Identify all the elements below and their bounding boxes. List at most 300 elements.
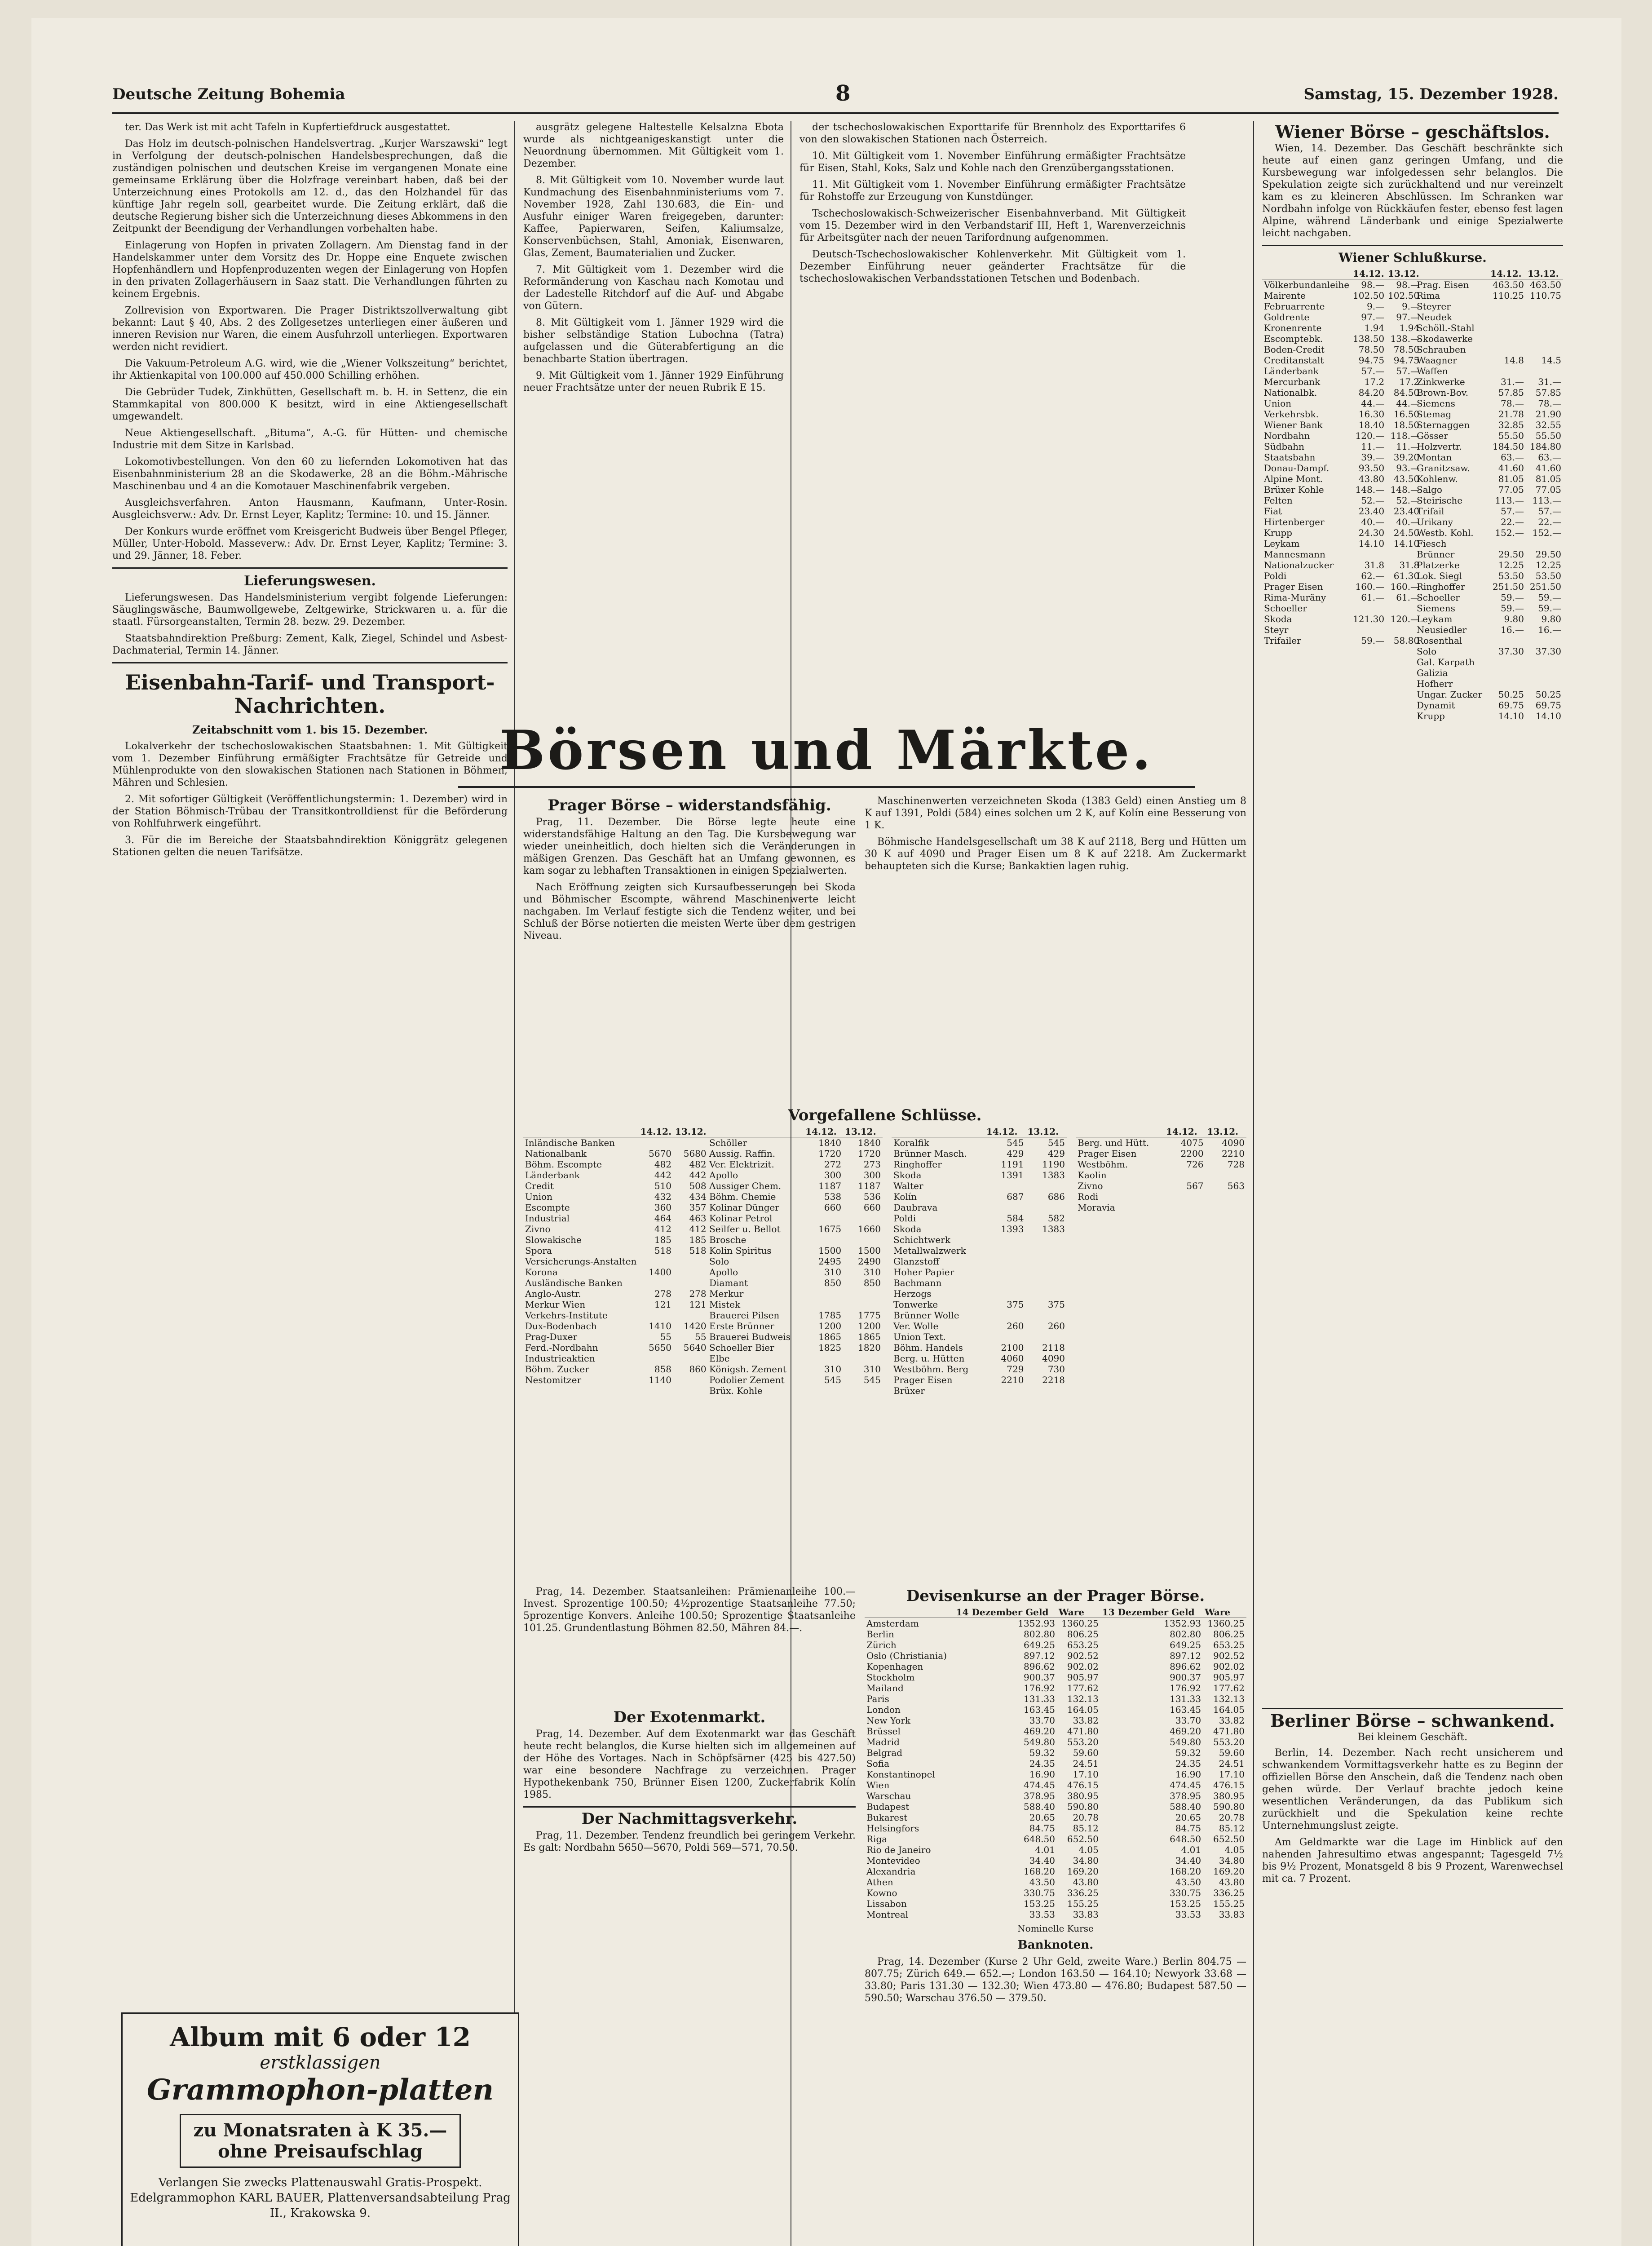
- quote-row: [892, 1148, 1067, 1159]
- row-value: 330.75: [1024, 1888, 1055, 1898]
- column-rule: [1253, 121, 1254, 2246]
- article-paragraph: 8. Mit Gültigkeit vom 10. November wurde laut Kundmachung des Eisenbahnministeriums vom 7. November 1928, Zahl 130.683, die Ein- und Ausfuhr einiger Waren freigegeben, darunter: Kaffee, Papierwaren, Seifen, Kaliumsalze, Konservenbüchsen, Stahl, Amoniak, Eisenwaren, Glas, Zement, Baumaterialien und Zucker.: [523, 175, 784, 259]
- row-label: Walter: [893, 1180, 923, 1191]
- row-value: 590.80: [1067, 1801, 1099, 1812]
- quote-row: [1415, 517, 1563, 527]
- row-value: 652.50: [1213, 1834, 1245, 1844]
- quote-row: [1262, 312, 1421, 323]
- row-label: Kolinar Dünger: [709, 1202, 779, 1213]
- row-value: [1025, 1385, 1067, 1396]
- row-value: 590.80: [1213, 1801, 1245, 1812]
- row-value: [1526, 366, 1563, 376]
- row-value: 78.50: [1393, 344, 1420, 355]
- row-label: Ferd.-Nordbahn: [525, 1342, 598, 1353]
- row-value: 77.05: [1535, 484, 1561, 495]
- row-value: [843, 1288, 883, 1299]
- row-label: Alexandria: [866, 1866, 916, 1877]
- row-value: 378.95: [1024, 1791, 1055, 1801]
- row-value: 20.78: [1219, 1812, 1245, 1823]
- row-value: 34.40: [1175, 1855, 1201, 1866]
- quote-row: [707, 1375, 883, 1385]
- row-value: 177.62: [1067, 1683, 1099, 1693]
- row-value: 1140: [649, 1375, 672, 1385]
- row-label: Paris: [866, 1693, 889, 1704]
- row-value: 24.50: [1393, 527, 1420, 538]
- row-value: 905.97: [1067, 1672, 1099, 1683]
- row-value: 9.80: [1504, 614, 1524, 624]
- row-label: Felten: [1264, 495, 1293, 506]
- row-value: 2490: [858, 1256, 881, 1267]
- row-value: 84.75: [1029, 1823, 1055, 1834]
- row-value: 469.20: [1024, 1726, 1055, 1737]
- row-label: Skoda: [893, 1170, 922, 1180]
- row-value: [804, 1234, 843, 1245]
- row-value: 538: [824, 1191, 842, 1202]
- row-label: New York: [866, 1715, 910, 1726]
- row-value: 16.30: [1358, 409, 1385, 420]
- schluesse-table-1: [523, 1126, 707, 1385]
- nachmittag-title: Der Nachmittagsverkehr.: [581, 1810, 798, 1828]
- quote-row: [892, 1256, 1067, 1267]
- row-value: [1164, 1191, 1205, 1202]
- quote-row: [523, 1137, 708, 1149]
- row-value: 148.—: [1355, 484, 1385, 495]
- article-paragraph: Der Konkurs wurde eröffnet vom Kreisgericht Budweis über Bengel Pfleger, Müller, Unter-Hobold. Masseverw.: Adv. Dr. Ernst Leyer, Kaplitz; Termine: 3. und 29. Jänner, 18. Feber.: [112, 526, 508, 562]
- schluesse-table-4: [1076, 1126, 1246, 1213]
- section-subtitle: Zeitabschnitt vom 1. bis 15. Dezember.: [192, 723, 428, 736]
- newspaper-page: [31, 18, 1621, 2246]
- row-label: Escompte: [525, 1202, 570, 1213]
- row-label: Poldi: [893, 1213, 916, 1224]
- berlin-subtitle: Bei kleinem Geschäft.: [1357, 1732, 1468, 1743]
- row-value: 16.—: [1501, 624, 1524, 635]
- row-value: 169.20: [1213, 1866, 1245, 1877]
- row-label: Mannesmann: [1264, 549, 1325, 560]
- row-label: Schichtwerk: [893, 1234, 950, 1245]
- wien-table-right: [1415, 268, 1563, 721]
- row-value: 78.50: [1358, 344, 1385, 355]
- row-value: 2118: [1042, 1342, 1065, 1353]
- row-label: Februarrente: [1264, 301, 1325, 312]
- row-value: 660: [863, 1202, 881, 1213]
- row-value: 176.92: [1170, 1683, 1201, 1693]
- quote-row: [892, 1278, 1067, 1288]
- row-value: 102.50: [1353, 290, 1385, 301]
- header-paper-name: Deutsche Zeitung Bohemia: [112, 85, 345, 103]
- nachmittag-para: Prag, 11. Dezember. Tendenz freundlich bei geringem Verkehr. Es galt: Nordbahn 5650—5670, Poldi 569—571, 70.50.: [523, 1830, 856, 1853]
- row-value: 545: [824, 1375, 842, 1385]
- row-value: 185: [689, 1234, 707, 1245]
- prague-report-right: [865, 795, 1246, 1101]
- row-label: Seilfer u. Bellot: [709, 1224, 781, 1234]
- row-label: Hofherr: [1417, 678, 1453, 689]
- row-value: 14.10: [1535, 711, 1561, 721]
- row-value: 17.2: [1399, 376, 1420, 387]
- quote-row: [523, 1180, 708, 1191]
- row-label: Steyr: [1264, 624, 1289, 635]
- row-value: 442: [689, 1170, 707, 1180]
- schluesse-table-3: [892, 1126, 1067, 1396]
- quote-row: [1415, 549, 1563, 560]
- quote-row: [1415, 279, 1563, 291]
- row-value: 469.20: [1170, 1726, 1201, 1737]
- row-value: 18.50: [1393, 420, 1420, 430]
- article-paragraph: Am Geldmarkte war die Lage im Hinblick auf den nahenden Jahresultimo etwas angespannt; Tagesgeld 7½ bis 9½ Prozent, Monatsgeld 8 bis 9 Prozent, Warenwechsel mit ca. 7 Prozent.: [1262, 1837, 1563, 1884]
- row-label: Ausländische Banken: [525, 1278, 623, 1288]
- row-value: 131.33: [1170, 1693, 1201, 1704]
- row-value: 21.90: [1535, 409, 1561, 420]
- quote-row: [1262, 344, 1421, 355]
- row-label: Verkehrsbk.: [1264, 409, 1319, 420]
- row-value: 4090: [1222, 1137, 1245, 1148]
- article-paragraph: Prag, 11. Dezember. Die Börse legte heute eine widerstandsfähige Haltung an den Tag. Die Kursbewegung war wieder uneinheitlich, doch hielten sich die Veränderungen in mäßigen Grenzen. Das Geschäft hat an Umfang gewonnen, es kam sogar zu lebhaften Transaktionen in einigen Spezialwerten.: [523, 817, 856, 876]
- quote-row: [892, 1299, 1067, 1310]
- row-label: Wiener Bank: [1264, 420, 1323, 430]
- row-label: Herzogs: [893, 1288, 932, 1299]
- row-value: 22.—: [1538, 517, 1561, 527]
- row-value: 549.80: [1170, 1737, 1201, 1747]
- quote-row: [1415, 355, 1563, 366]
- col1-section-2: [112, 592, 508, 657]
- row-value: 9.—: [1401, 301, 1420, 312]
- quote-row: [892, 1234, 1067, 1245]
- row-value: 52.—: [1396, 495, 1420, 506]
- row-value: [1526, 668, 1563, 678]
- row-value: 24.51: [1219, 1758, 1245, 1769]
- col1-articles: [112, 121, 508, 562]
- row-value: 11.—: [1396, 441, 1420, 452]
- currency-row: [865, 1844, 1246, 1855]
- quote-row: [1415, 711, 1563, 721]
- row-value: 33.53: [1029, 1909, 1055, 1920]
- currency-row: [865, 1715, 1246, 1726]
- row-value: 300: [824, 1170, 842, 1180]
- row-label: Rima-Muräny: [1264, 592, 1326, 603]
- row-label: Länderbank: [1264, 366, 1319, 376]
- row-value: [1489, 344, 1526, 355]
- row-value: 163.45: [1170, 1704, 1201, 1715]
- row-value: 34.80: [1219, 1855, 1245, 1866]
- row-value: 563: [1227, 1180, 1245, 1191]
- row-value: 508: [689, 1180, 707, 1191]
- row-value: [1164, 1202, 1205, 1213]
- row-value: 1352.93: [1164, 1618, 1201, 1629]
- currency-row: [865, 1769, 1246, 1780]
- column-header: Ware: [1057, 1607, 1100, 1618]
- row-value: 33.83: [1073, 1909, 1099, 1920]
- row-value: 84.75: [1175, 1823, 1201, 1834]
- row-value: [985, 1245, 1026, 1256]
- row-value: 2210: [1222, 1148, 1245, 1159]
- row-value: 169.20: [1067, 1866, 1099, 1877]
- row-label: Nestomitzer: [525, 1375, 582, 1385]
- row-label: Nationalzucker: [1264, 560, 1334, 570]
- row-value: 1383: [1042, 1170, 1065, 1180]
- row-value: 152.—: [1532, 527, 1561, 538]
- row-value: 121: [654, 1299, 672, 1310]
- row-value: 34.80: [1073, 1855, 1099, 1866]
- row-label: Wien: [866, 1780, 890, 1791]
- quote-row: [523, 1364, 708, 1375]
- article-paragraph: Böhmische Handelsgesellschaft um 38 K auf 2118, Berg und Hütten um 30 K auf 4090 und Prager Eisen um 8 K auf 2218. Am Zuckermarkt behaupteten sich die Kurse; Bankaktien lagen ruhig.: [865, 836, 1246, 872]
- row-value: 278: [654, 1288, 672, 1299]
- quote-row: [1262, 517, 1421, 527]
- row-value: 61.30: [1393, 570, 1420, 581]
- row-label: Prager Eisen: [893, 1375, 953, 1385]
- row-label: Aussig. Raffin.: [709, 1148, 776, 1159]
- quote-row: [892, 1180, 1067, 1191]
- row-value: 251.50: [1530, 581, 1561, 592]
- column-header: [523, 1126, 638, 1137]
- row-label: Oslo (Christiania): [866, 1650, 947, 1661]
- row-value: 310: [863, 1267, 881, 1278]
- quote-row: [707, 1137, 883, 1149]
- quote-row: [523, 1234, 708, 1245]
- row-value: 378.95: [1170, 1791, 1201, 1801]
- row-label: Fiesch: [1417, 538, 1447, 549]
- row-value: 1200: [818, 1321, 842, 1331]
- row-label: Goldrente: [1264, 312, 1310, 323]
- row-label: Steirische: [1417, 495, 1463, 506]
- row-value: 545: [1047, 1137, 1065, 1148]
- quote-row: [1262, 473, 1421, 484]
- row-label: Rodi: [1078, 1191, 1099, 1202]
- row-value: 17.2: [1364, 376, 1385, 387]
- row-value: [1526, 312, 1563, 323]
- row-value: [1526, 657, 1563, 668]
- row-value: 5640: [683, 1342, 707, 1353]
- row-label: Rima: [1417, 290, 1440, 301]
- divider: [1262, 1708, 1563, 1709]
- row-value: 113.—: [1532, 495, 1561, 506]
- row-label: Brauerei Pilsen: [709, 1310, 780, 1321]
- row-value: 31.8: [1364, 560, 1385, 570]
- quote-row: [1262, 560, 1421, 570]
- currency-row: [865, 1661, 1246, 1672]
- column-header: [892, 1126, 985, 1137]
- row-value: [804, 1353, 843, 1364]
- row-value: 4.05: [1078, 1844, 1099, 1855]
- row-value: 1391: [1001, 1170, 1024, 1180]
- prague-text-right: [865, 795, 1246, 872]
- row-value: 43.80: [1219, 1877, 1245, 1888]
- row-value: 94.75: [1393, 355, 1420, 366]
- row-value: 31.8: [1399, 560, 1420, 570]
- quote-row: [1415, 441, 1563, 452]
- row-value: [843, 1353, 883, 1364]
- row-value: 1393: [1001, 1224, 1024, 1234]
- quote-row: [1262, 506, 1421, 517]
- row-value: 120.—: [1390, 614, 1420, 624]
- row-value: 57.—: [1361, 366, 1385, 376]
- article-paragraph: Berlin, 14. Dezember. Nach recht unsicherem und schwankendem Vormittagsverkehr hatte es zu Beginn der offiziellen Börse den Anschein, daß die Tendenz nach oben gehen würde. Der Verlauf brachte jedoch keine wesentlichen Veränderungen, da das Publikum sich zurückhielt und die Spekulation keine rechte Unternehmungslust zeigte.: [1262, 1747, 1563, 1831]
- schluesse-block: [523, 1105, 1246, 1581]
- row-label: Prag. Eisen: [1417, 279, 1469, 290]
- column-header: 14.12.: [638, 1126, 673, 1137]
- row-label: Berg. u. Hütten: [893, 1353, 965, 1364]
- row-value: 567: [1186, 1180, 1204, 1191]
- row-value: 57.85: [1498, 387, 1524, 398]
- quote-row: [1262, 549, 1421, 560]
- row-label: Escomptebk.: [1264, 333, 1323, 344]
- row-value: 272: [824, 1159, 842, 1170]
- row-value: 858: [654, 1364, 672, 1375]
- row-value: 482: [689, 1159, 707, 1170]
- row-value: 648.50: [1024, 1834, 1055, 1844]
- row-value: 168.20: [1170, 1866, 1201, 1877]
- row-label: Ringhoffer: [893, 1159, 942, 1170]
- row-value: 4.01: [1035, 1844, 1055, 1855]
- row-value: 33.82: [1073, 1715, 1099, 1726]
- quote-row: [523, 1331, 708, 1342]
- quote-row: [523, 1159, 708, 1170]
- column-header: 13.12.: [673, 1126, 708, 1137]
- row-value: [843, 1299, 883, 1310]
- row-value: 1500: [818, 1245, 842, 1256]
- row-value: 152.—: [1495, 527, 1524, 538]
- divider: [112, 567, 508, 569]
- row-value: 50.25: [1498, 689, 1524, 700]
- row-value: [843, 1385, 883, 1396]
- quote-row: [707, 1321, 883, 1331]
- row-value: 310: [824, 1267, 842, 1278]
- row-value: [1489, 366, 1526, 376]
- wien-table-left: [1262, 268, 1420, 646]
- row-value: 1190: [1042, 1159, 1065, 1170]
- row-label: Waagner: [1417, 355, 1457, 366]
- article-paragraph: 2. Mit sofortiger Gültigkeit (Veröffentlichungstermin: 1. Dezember) wird in der Station Böhmisch-Trübau der Transitkontrolldienst für die Beförderung von Rohlfuhrwerk eingeführt.: [112, 794, 508, 829]
- row-value: 16.—: [1538, 624, 1561, 635]
- row-value: 860: [689, 1364, 707, 1375]
- row-value: 44.—: [1361, 398, 1385, 409]
- row-value: [1526, 635, 1563, 646]
- row-value: 432: [654, 1191, 672, 1202]
- row-value: [673, 1353, 708, 1364]
- row-value: 549.80: [1024, 1737, 1055, 1747]
- row-value: 121: [689, 1299, 707, 1310]
- row-value: 55: [695, 1331, 707, 1342]
- row-label: Brünner Masch.: [893, 1148, 967, 1159]
- quote-row: [1262, 398, 1421, 409]
- article-paragraph: Die Vakuum-Petroleum A.G. wird, wie die „Wiener Volkszeitung“ berichtet, ihr Aktienkapital von 100.000 auf 450.000 Schilling erhöhen.: [112, 358, 508, 381]
- row-value: 896.62: [1170, 1661, 1201, 1672]
- row-value: [1351, 624, 1386, 635]
- row-value: [1025, 1202, 1067, 1213]
- exotenmarkt-para: Prag, 14. Dezember. Auf dem Exotenmarkt war das Geschäft heute recht belanglos, die Kurse hielten sich im allgemeinen auf der Höhe des Vortages. Nach in Schöpfsärner (425 bis 427.50) war eine besondere Nachfrage zu verzeichnen. Prager Hypothekenbank 750, Brünner Eisen 1200, Zuckerfabrik Kolín 1985.: [523, 1729, 856, 1800]
- row-value: 59.32: [1175, 1747, 1201, 1758]
- row-value: 43.50: [1175, 1877, 1201, 1888]
- row-label: Korona: [525, 1267, 558, 1278]
- row-value: 14.10: [1498, 711, 1524, 721]
- row-label: Brüxer Kohle: [1264, 484, 1324, 495]
- row-value: 39.—: [1361, 452, 1385, 463]
- row-value: 17.10: [1073, 1769, 1099, 1780]
- row-value: 78.—: [1501, 398, 1524, 409]
- exotenmarkt-block: [523, 1707, 856, 2246]
- row-label: Zürich: [866, 1640, 897, 1650]
- quote-row: [1415, 570, 1563, 581]
- row-value: 902.02: [1213, 1661, 1245, 1672]
- row-value: 273: [863, 1159, 881, 1170]
- quote-row: [707, 1385, 883, 1396]
- row-value: 482: [654, 1159, 672, 1170]
- row-value: 14.10: [1393, 538, 1420, 549]
- article-paragraph: 10. Mit Gültigkeit vom 1. November Einführung ermäßigter Frachtsätze für Eisen, Stahl, Koks, Salz und Kohle nach den Grenzübergangsstationen.: [799, 150, 1186, 174]
- row-value: 897.12: [1024, 1650, 1055, 1661]
- row-label: Boden-Credit: [1264, 344, 1325, 355]
- schluesse-table-2: [707, 1126, 883, 1396]
- quote-row: [892, 1331, 1067, 1342]
- row-value: 1400: [649, 1267, 672, 1278]
- column-header: [707, 1126, 804, 1137]
- quote-row: [1076, 1191, 1246, 1202]
- row-value: 4.01: [1181, 1844, 1201, 1855]
- row-value: 729: [1007, 1364, 1024, 1375]
- quote-row: [1076, 1137, 1246, 1149]
- quote-row: [1262, 614, 1421, 624]
- quote-row: [707, 1256, 883, 1267]
- row-value: 412: [689, 1224, 707, 1234]
- quote-row: [523, 1288, 708, 1299]
- berlin-block: [1262, 1702, 1563, 2246]
- row-value: 59.60: [1073, 1747, 1099, 1758]
- row-label: Neusiedler: [1417, 624, 1467, 635]
- row-value: 897.12: [1170, 1650, 1201, 1661]
- row-value: 588.40: [1170, 1801, 1201, 1812]
- row-value: 16.50: [1393, 409, 1420, 420]
- row-label: London: [866, 1704, 901, 1715]
- row-value: [985, 1202, 1026, 1213]
- row-value: 24.35: [1175, 1758, 1201, 1769]
- row-label: Solo: [1417, 646, 1437, 657]
- row-label: Verkehrs-Institute: [525, 1310, 608, 1321]
- row-label: Helsingfors: [866, 1823, 919, 1834]
- quote-row: [523, 1256, 708, 1267]
- row-value: [985, 1180, 1026, 1191]
- quote-row: [1415, 614, 1563, 624]
- quote-row: [1262, 463, 1421, 473]
- row-value: 652.50: [1067, 1834, 1099, 1844]
- row-value: 9.80: [1541, 614, 1561, 624]
- row-label: Anglo-Austr.: [525, 1288, 581, 1299]
- quote-row: [892, 1267, 1067, 1278]
- row-value: 164.05: [1067, 1704, 1099, 1715]
- row-value: 1775: [858, 1310, 881, 1321]
- row-value: 900.37: [1024, 1672, 1055, 1683]
- row-value: 510: [654, 1180, 672, 1191]
- row-label: Madrid: [866, 1737, 900, 1747]
- row-value: 155.25: [1213, 1898, 1245, 1909]
- article-paragraph: Einlagerung von Hopfen in privaten Zollagern. Am Dienstag fand in der Handelskammer unter dem Vorsitz des Dr. Hoppe eine Enquete zwischen Hopfenhändlern und Hopfenproduzenten wegen der Einlagerung von Hopfen in den privaten Zollagerhäusern in Saaz statt. Die Verhandlungen führten zu keinem Ergebnis.: [112, 240, 508, 300]
- row-value: 29.50: [1498, 549, 1524, 560]
- row-value: [1206, 1202, 1246, 1213]
- quote-row: [1415, 333, 1563, 344]
- row-value: 57.85: [1535, 387, 1561, 398]
- row-label: Daubrava: [893, 1202, 938, 1213]
- quote-row: [523, 1375, 708, 1385]
- row-label: Völkerbundanleihe: [1264, 279, 1350, 290]
- quote-row: [1415, 387, 1563, 398]
- quote-row: [892, 1191, 1067, 1202]
- article-paragraph: Staatsbahndirektion Preßburg: Zement, Kalk, Ziegel, Schindel und Asbest-Dachmaterial, Termin 14. Jänner.: [112, 633, 508, 656]
- row-value: [1489, 312, 1526, 323]
- quote-row: [1262, 333, 1421, 344]
- row-value: [985, 1256, 1026, 1267]
- row-value: 584: [1007, 1213, 1024, 1224]
- row-value: 653.25: [1067, 1640, 1099, 1650]
- row-label: Schöller: [709, 1137, 747, 1148]
- row-value: 44.—: [1396, 398, 1420, 409]
